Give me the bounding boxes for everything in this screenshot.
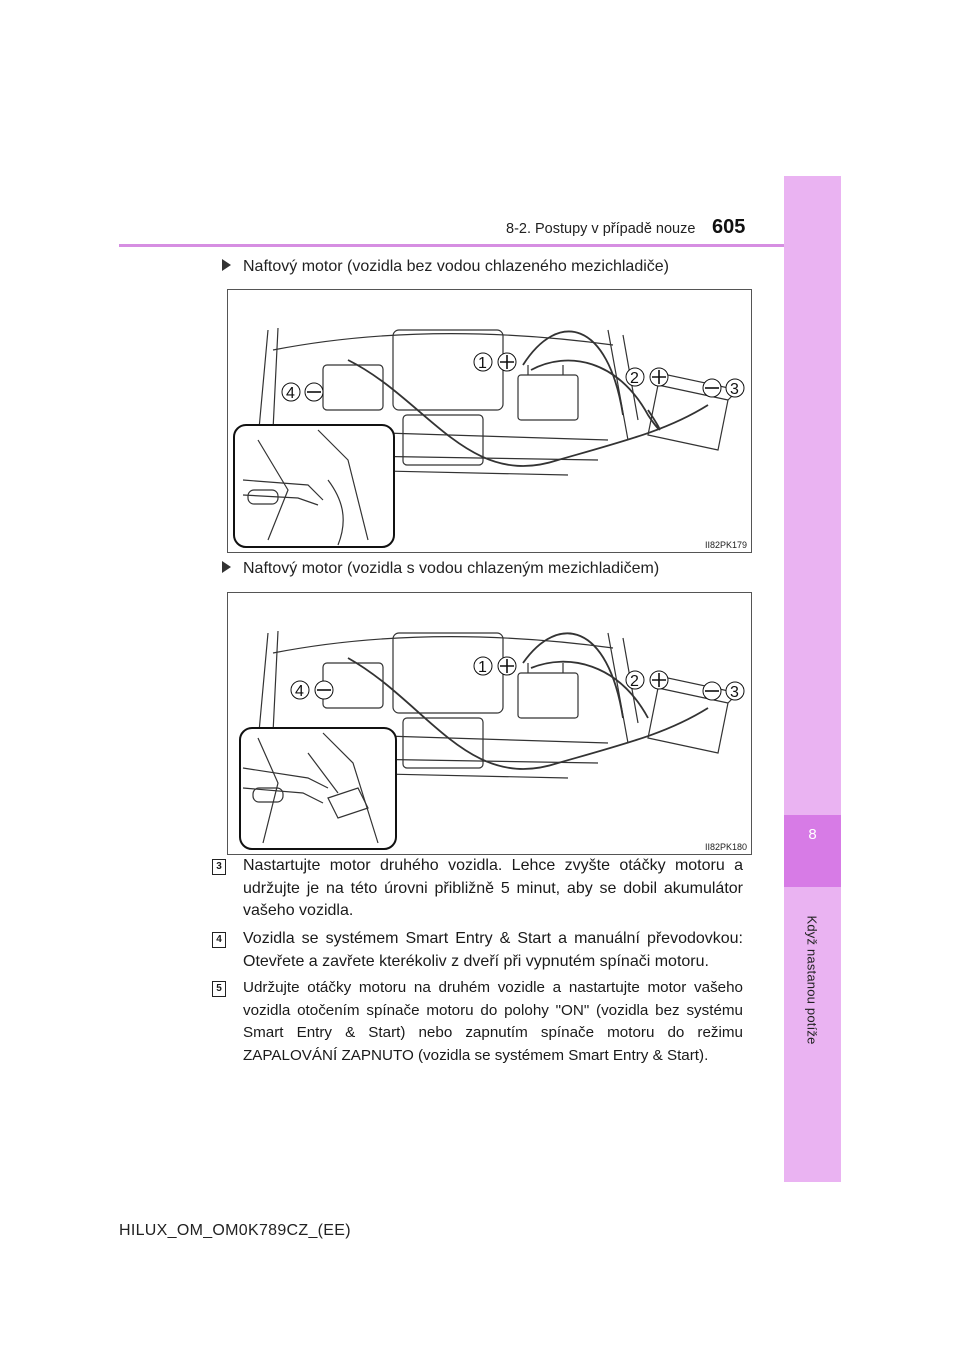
callout-2: 2 [630, 673, 639, 690]
figure-caption-1 [218, 258, 669, 276]
step-number-5: 5 [212, 981, 226, 997]
chapter-title: Když nastanou potíže [804, 915, 820, 1045]
bullet-triangle-icon [222, 259, 231, 271]
step-number-4: 4 [212, 932, 226, 948]
callout-2: 2 [630, 370, 639, 387]
document-footer: HILUX_OM_OM0K789CZ_(EE) [119, 1222, 351, 1239]
header-rule [119, 244, 784, 247]
step-text-3: Nastartujte motor druhého vozidla. Lehce zvyšte otáčky motoru a udržujte je na této úrovni přibližně 5 minut, aby se dobil akumulátor vašeho vozidla. [243, 857, 743, 919]
engine-bay-illustration [228, 290, 751, 552]
figure-caption-text: Naftový motor (vozidla bez vodou chlazeného mezichladiče) [243, 258, 669, 275]
figure-caption-2 [218, 560, 659, 578]
figure-jump-start-2 [227, 592, 752, 855]
page-number: 605 [712, 216, 746, 238]
section-title: 8-2. Postupy v případě nouze [506, 221, 696, 237]
step-text-4: Vozidla se systémem Smart Entry & Start a manuální převodovkou: Otevřete a zavřete kterékoliv z dveří při vypnutém spínači motoru. [243, 930, 743, 970]
callout-1: 1 [478, 659, 487, 676]
bullet-triangle-icon [222, 561, 231, 573]
callout-4: 4 [295, 683, 304, 700]
callout-3: 3 [730, 381, 739, 398]
figure-code: II82PK179 [704, 540, 747, 550]
figure-jump-start-1 [227, 289, 752, 553]
chapter-number: 8 [808, 826, 817, 843]
figure-code: II82PK180 [704, 842, 747, 852]
step-number-3: 3 [212, 859, 226, 875]
figure-caption-text: Naftový motor (vozidla s vodou chlazeným mezichladičem) [243, 560, 660, 577]
engine-bay-illustration [228, 593, 751, 854]
step-text-5: Udržujte otáčky motoru na druhém vozidle a nastartujte motor vašeho vozidla otočením spínače motoru do polohy "ON" (vozidla bez systému Smart Entry & Start) nebo zapnutím spínače motoru do režimu ZAPALOVÁNÍ ZAPNUTO (vozidla se systémem Smart Entry & Start). [243, 979, 743, 1064]
callout-4: 4 [286, 385, 295, 402]
callout-3: 3 [730, 684, 739, 701]
callout-1: 1 [478, 355, 487, 372]
